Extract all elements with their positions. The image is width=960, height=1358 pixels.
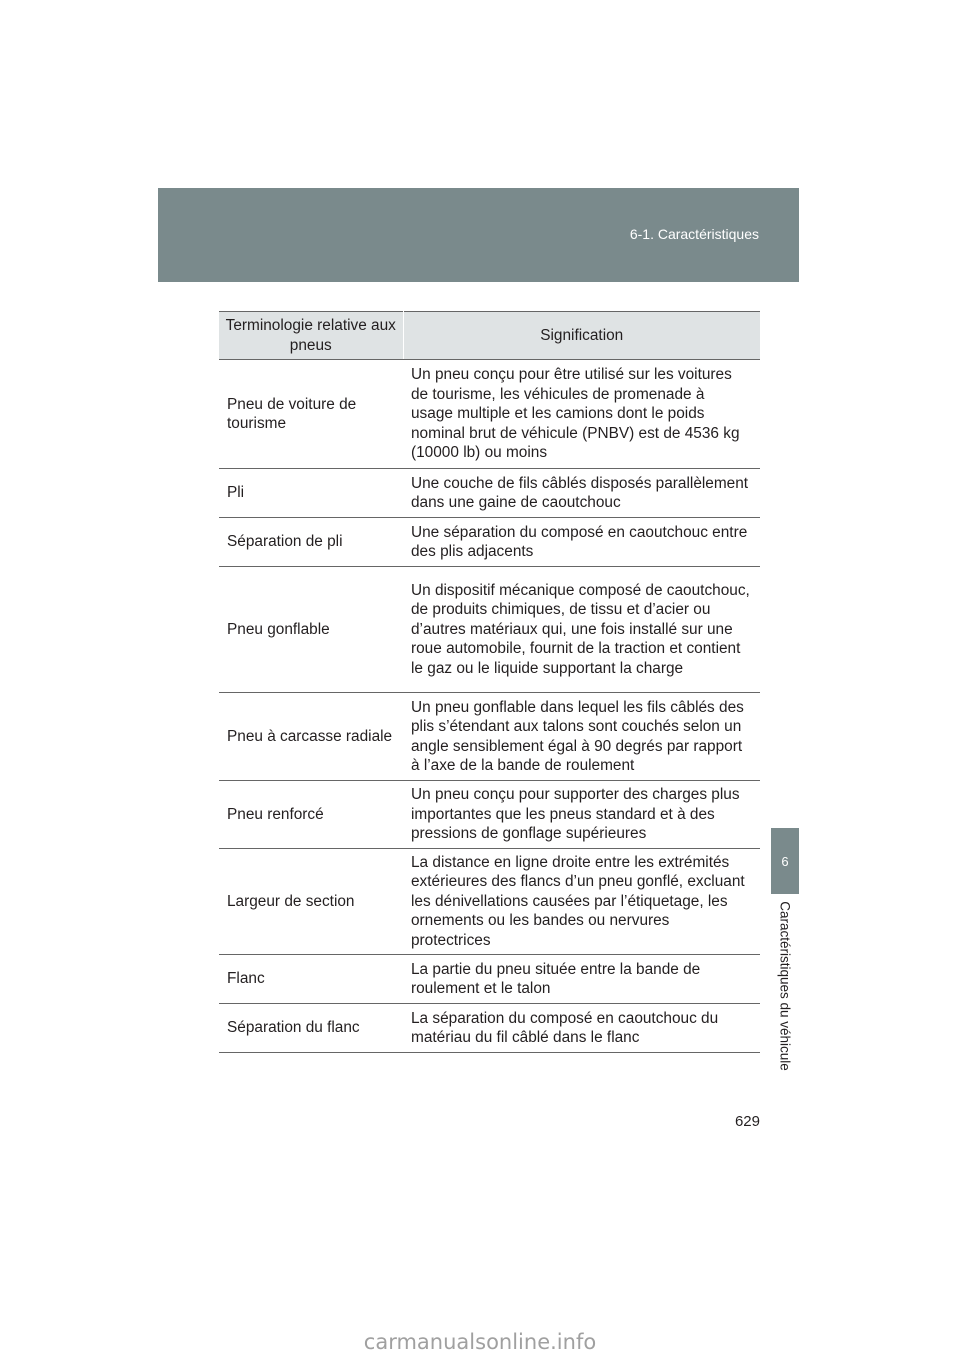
term-cell: Séparation du flanc: [219, 1004, 403, 1053]
table-row: [219, 518, 760, 567]
table-header-row: [219, 312, 760, 360]
term-cell: Largeur de section: [219, 849, 403, 955]
table-row: [219, 469, 760, 518]
meaning-cell: Une séparation du composé en caoutchouc entre des plis adjacents: [403, 518, 760, 567]
meaning-cell: Un pneu conçu pour être utilisé sur les voitures de tourisme, les véhicules de promenade à usage multiple et les camions dont le poids nominal brut de véhicule (PNBV) est de 4536 kg (10000 lb) ou moins: [403, 360, 760, 469]
meaning-cell: La distance en ligne droite entre les extrémités extérieures des flancs d’un pneu gonflé, excluant les dénivellations causées par l’étiquetage, les ornements ou les bandes ou nervures protectrices: [403, 849, 760, 955]
meaning-cell: Une couche de fils câblés disposés parallèlement dans une gaine de caoutchouc: [403, 469, 760, 518]
meaning-cell: La partie du pneu située entre la bande de roulement et le talon: [403, 955, 760, 1004]
table-row: [219, 849, 760, 955]
term-cell: Pneu renforcé: [219, 781, 403, 849]
section-title: 6-1. Caractéristiques: [629, 226, 759, 242]
term-cell: Pli: [219, 469, 403, 518]
column-header-term: Terminologie relative aux pneus: [219, 312, 403, 360]
term-cell: Séparation de pli: [219, 518, 403, 567]
term-cell: Pneu de voiture de tourisme: [219, 360, 403, 469]
table-row: [219, 955, 760, 1004]
column-header-meaning: Signification: [403, 312, 760, 360]
page-number: 629: [734, 1113, 760, 1130]
chapter-label: Caractéristiques du véhicule: [777, 901, 793, 1071]
chapter-tab: [771, 828, 799, 894]
table-row: [219, 781, 760, 849]
chapter-number: 6: [781, 853, 789, 869]
table-row: [219, 1004, 760, 1053]
table-row: [219, 567, 760, 693]
term-cell: Pneu à carcasse radiale: [219, 693, 403, 781]
meaning-cell: La séparation du composé en caoutchouc du matériau du fil câblé dans le flanc: [403, 1004, 760, 1053]
term-cell: Flanc: [219, 955, 403, 1004]
term-cell: Pneu gonflable: [219, 567, 403, 693]
table-row: [219, 693, 760, 781]
table-row: [219, 360, 760, 469]
meaning-cell: Un pneu conçu pour supporter des charges plus importantes que les pneus standard et à des pressions de gonflage supérieures: [403, 781, 760, 849]
header-band: [158, 188, 799, 282]
meaning-cell: Un dispositif mécanique composé de caoutchouc, de produits chimiques, de tissu et d’acier ou d’autres matériaux qui, une fois installé sur une roue automobile, fournit de la traction et contient le gaz ou le liquide supportant la charge: [403, 567, 760, 693]
tire-terminology-table: [219, 311, 760, 1053]
watermark: carmanualsonline.info: [363, 1330, 597, 1354]
meaning-cell: Un pneu gonflable dans lequel les fils câblés des plis s’étendant aux talons sont couchés selon un angle sensiblement égal à 90 degrés par rapport à l’axe de la bande de roulement: [403, 693, 760, 781]
